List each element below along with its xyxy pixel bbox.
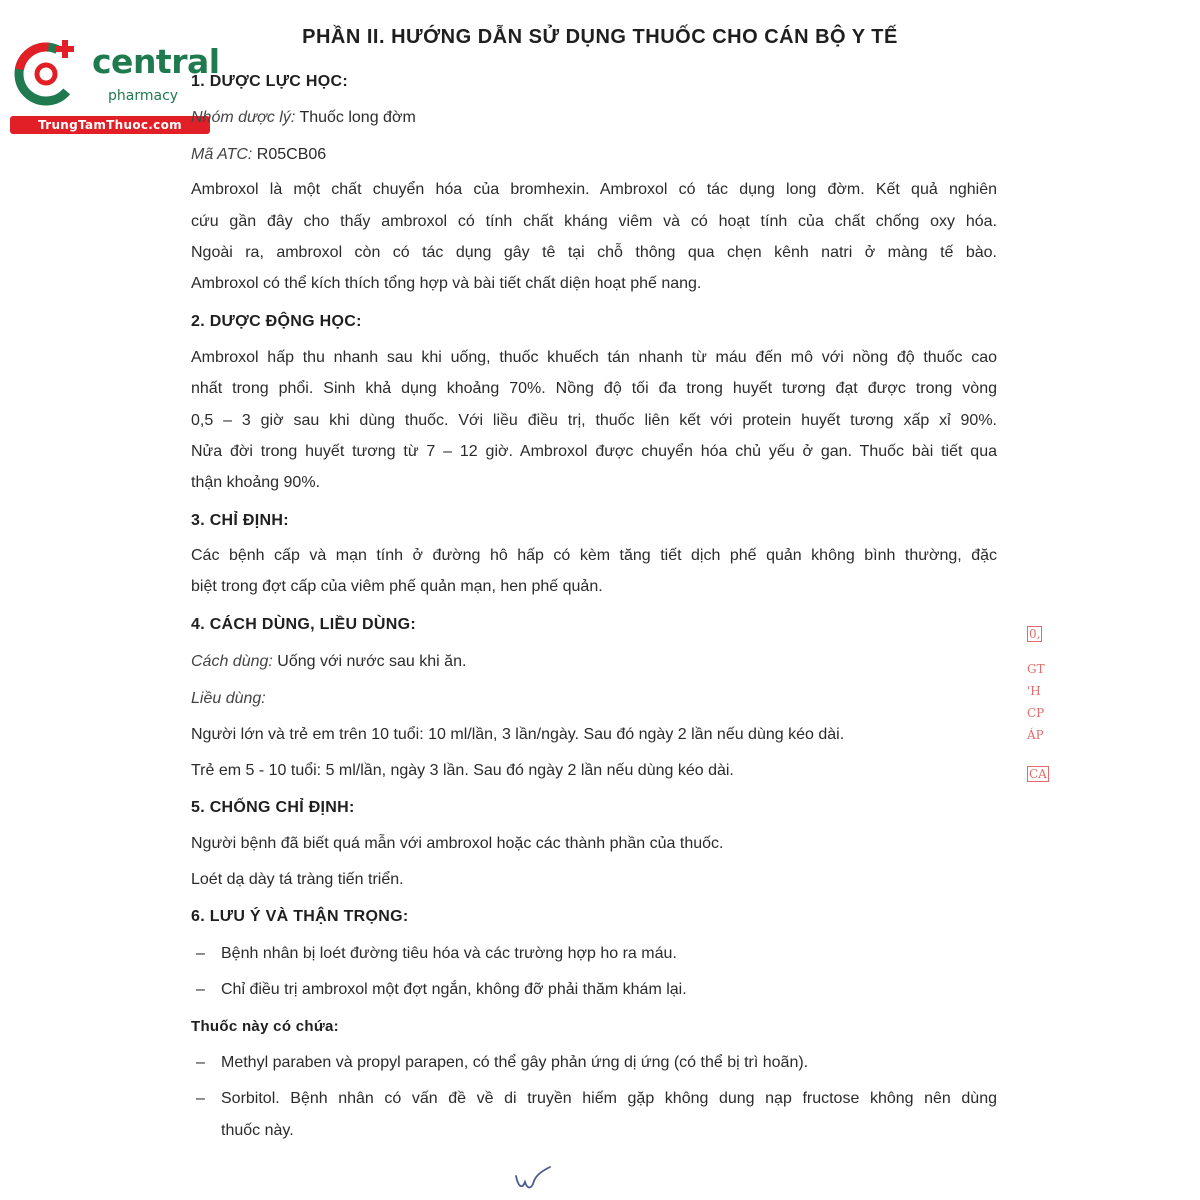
section-6-heading: 6. LƯU Ý VÀ THẬN TRỌNG: (191, 908, 409, 925)
dosage-adult: Người lớn và trẻ em trên 10 tuổi: 10 ml/lần, 3 lần/ngày. Sau đó ngày 2 lần nếu dùng kéo dài. (191, 726, 845, 743)
dosage-label: Liều dùng: (191, 690, 266, 707)
paragraph-line: Ngoài ra, ambroxol còn có tác dụng gây tê tại chỗ thông qua chẹn kênh natri ở màng tế bào. (191, 244, 997, 261)
paragraph-line: Ambroxol là một chất chuyển hóa của bromhexin. Ambroxol có tác dụng long đờm. Kết quả nghiên (191, 181, 997, 198)
list-item-text: Sorbitol. Bệnh nhân có vấn đề về di truyền hiếm gặp không dung nạp fructose không nên dùng (221, 1090, 997, 1107)
stamp-text: CP (1027, 706, 1045, 720)
list-item-text: Bệnh nhân bị loét đường tiêu hóa và các trường hợp ho ra máu. (221, 945, 677, 962)
paragraph-line: cứu gần đây cho thấy ambroxol có tính chất kháng viêm và có hoạt tính của chất chống oxy hóa. (191, 213, 997, 230)
section-3-heading: 3. CHỈ ĐỊNH: (191, 512, 289, 529)
contains-heading: Thuốc này có chứa: (191, 1018, 339, 1035)
pharmacologic-group (191, 108, 416, 128)
paragraph-line: nhất trong phổi. Sinh khả dụng khoảng 70%. Nồng độ tối đa trong huyết tương đạt được trong vòng (191, 380, 997, 397)
red-stamp-fragment (1025, 620, 1055, 795)
stamp-text: CA (1029, 767, 1047, 781)
pharmacologic-group-label: Nhóm dược lý: (191, 109, 296, 126)
list-item-continuation: thuốc này. (221, 1122, 294, 1139)
paragraph-line: Loét dạ dày tá tràng tiến triển. (191, 871, 404, 888)
logo-subtitle: pharmacy (108, 88, 179, 104)
paragraph-line: Các bệnh cấp và mạn tính ở đường hô hấp có kèm tăng tiết dịch phế quản không bình thường, đặc (191, 547, 997, 564)
paragraph-line: Ambroxol hấp thu nhanh sau khi uống, thuốc khuếch tán nhanh từ máu đến mô với nồng độ thuốc cao (191, 349, 997, 366)
document-title: PHẦN II. HƯỚNG DẪN SỬ DỤNG THUỐC CHO CÁN BỘ Y TẾ (302, 26, 898, 48)
stamp-text: 'H (1027, 684, 1041, 698)
dash-bullet: – (196, 1054, 205, 1071)
usage-value: Uống với nước sau khi ăn. (272, 653, 467, 670)
list-item-text: Chỉ điều trị ambroxol một đợt ngắn, không đỡ phải thăm khám lại. (221, 981, 687, 998)
atc-code (191, 145, 326, 165)
paragraph-line: Người bệnh đã biết quá mẫn với ambroxol hoặc các thành phần của thuốc. (191, 835, 724, 852)
section-5-heading: 5. CHỐNG CHỈ ĐỊNH: (191, 799, 355, 816)
section-1-heading: 1. DƯỢC LỰC HỌC: (191, 73, 348, 90)
atc-code-value: R05CB06 (252, 146, 327, 163)
paragraph-line: Ambroxol có thể kích thích tổng hợp và bài tiết chất diện hoạt phế nang. (191, 275, 702, 292)
stamp-text: ÁP (1027, 728, 1044, 742)
stamp-text: 0, (1029, 627, 1041, 641)
list-item-text: Methyl paraben và propyl parapen, có thể gây phản ứng dị ứng (có thể bị trì hoãn). (221, 1054, 809, 1071)
section-2-heading: 2. DƯỢC ĐỘNG HỌC: (191, 313, 362, 330)
paragraph-line: thận khoảng 90%. (191, 474, 320, 491)
logo-website-banner: TrungTamThuoc.com (10, 116, 210, 134)
dash-bullet: – (196, 1090, 205, 1107)
dash-bullet: – (196, 981, 205, 998)
paragraph-line: Nửa đời trong huyết tương từ 7 – 12 giờ. Ambroxol được chuyển hóa chủ yếu ở gan. Thuốc bài tiết qua (191, 443, 997, 460)
usage-label: Cách dùng: (191, 653, 273, 670)
paragraph-line: 0,5 – 3 giờ sau khi dùng thuốc. Với liều điều trị, thuốc liên kết với protein huyết tương xấp xỉ 90%. (191, 412, 997, 429)
dosage-child: Trẻ em 5 - 10 tuổi: 5 ml/lần, ngày 3 lần. Sau đó ngày 2 lần nếu dùng kéo dài. (191, 762, 734, 779)
pharmacologic-group-value: Thuốc long đờm (295, 109, 416, 126)
logo-brand-name: central (92, 42, 220, 81)
usage-instructions (191, 652, 466, 672)
central-pharmacy-logo (10, 36, 220, 136)
stamp-text: GT (1027, 662, 1045, 676)
handwritten-signature (512, 1164, 556, 1194)
dash-bullet: – (196, 945, 205, 962)
atc-code-label: Mã ATC: (191, 146, 253, 163)
paragraph-line: biệt trong đợt cấp của viêm phế quản mạn, hen phế quản. (191, 578, 603, 595)
section-4-heading: 4. CÁCH DÙNG, LIỀU DÙNG: (191, 616, 416, 633)
